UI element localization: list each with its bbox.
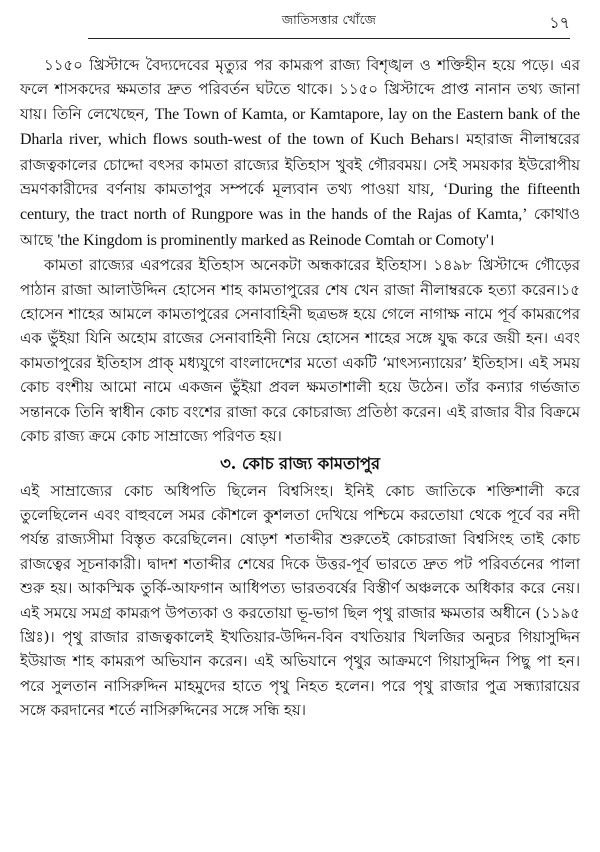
- text-segment: ১১৫০ খ্রিস্টাব্দে বৈদ্যদেবের মৃত্যুর পর কামরূপ রাজ্য বিশৃঙ্খল ও শক্তিহীন হয়ে পড়ে। এর ফলে শাসকদের ক্ষমতার দ্রুত পরিবর্তন ঘটতে থাকে। ১১৫০ খ্রিস্টাব্দে প্রাপ্ত নানান তথ্য জানা যায়। তিনি লেখেছেন,: [20, 56, 580, 123]
- text-segment: ।: [488, 230, 495, 249]
- running-header: [88, 10, 570, 39]
- section-paragraph: এই সাম্রাজ্যের কোচ অধিপতি ছিলেন বিশ্বসিংহ। ইনিই কোচ জাতিকে শক্তিশালী করে তুলেছিলেন এবং বাহুবলে সমর কৌশলে কুশলতা দেখিয়ে পশ্চিমে করতোয়া থেকে পূর্বে বর নদী পর্যন্ত রাজ্যসীমা বিস্তৃত করেছিলেন। ষোড়শ শতাব্দীর শুরুতেই কোচরাজা বিশ্বসিংহ তাই কোচ রাজত্বের সূচনাকারী। দ্বাদশ শতাব্দীর শেষের দিকে উত্তর-পূর্ব ভারতে দ্রুত পট পরিবর্তনের পালা শুরু হয়। আকস্মিক তুর্কি-আফগান আধিপত্য ভারতবর্ষের বিস্তীর্ণ অঞ্চলকে অধিকার করে নেয়। এই সময়ে সমগ্র কামরূপ উপত্যকা ও করতোয়া ভূ-ভাগ ছিল পৃথু রাজার ক্ষমতার অধীনে (১১৯৫ খ্রিঃ)। পৃথু রাজার রাজত্বকালেই ইখতিয়ার-উদ্দিন-বিন বখতিয়ার খিলজির অনুচর গিয়াসুদ্দিন ইউয়াজ শাহ কামরূপ অভিযান করেন। এই অভিযানে পৃথুর আক্রমণে গিয়াসুদ্দিন পিছু পা হন। পরে সুলতান নাসিরুদ্দিন মাহমুদের হাতে পৃথু নিহত হলেন। পরে পৃথু রাজার পুত্র সন্ধ্যারায়ের সঙ্গে করদানের শর্তে নাসিরুদ্দিনের সঙ্গে সন্ধি হয়।: [20, 481, 580, 720]
- english-quote: ‘During the fifteenth century, the tract north of Rungpore was in the hands of the Rajas of Kamta,’: [20, 181, 580, 224]
- text-segment: কামতা রাজ্যের এরপরের ইতিহাস অনেকটা অন্ধকারের ইতিহাস। ১৪৯৮ খ্রিস্টাব্দে গৌড়ের পাঠান রাজা আলাউদ্দিন হোসেন শাহ কামতাপুরের শেষ খেন রাজা নীলাম্বরকে হত্যা করেন।১৫ হোসেন শাহের আমলে কামতাপুরের সেনাবাহিনী ছত্রভঙ্গ হয়ে গেলে নাগাক্ষ নামে পূর্ব কামরূপের এক ভুঁইয়া যিনি অহোম রাজের সেনাবাহিনী নিয়ে হোসেন শাহের সঙ্গে যুদ্ধ করে জয়ী হন। এবং কামতাপুরের ইতিহাস প্রাক্ মধ্যযুগে বাংলাদেশের মতো একটি ‘মাৎস্যন্যায়ের’ ইতিহাস। এই সময় কোচ বংশীয় আমো নামে একজন ভুঁইয়া প্রবল ক্ষমতাশালী হয়ে উঠেন। তাঁর কন্যার গর্ভজাত সন্তানকে তিনি স্বাধীন কোচ বংশের রাজা করে কোচরাজ্য প্রতিষ্ঠা করেন। এই রাজার বীর বিক্রমে কোচ রাজ্য ক্রমে কোচ সাম্রাজ্যে পরিণত হয়।: [20, 256, 580, 446]
- paragraph-1: [20, 53, 580, 253]
- paragraph-2: [20, 253, 580, 448]
- text-segment: । মহারাজ নীলাম্বরের রাজত্বকালের চোদ্দো বৎসর কামতা রাজ্যের ইতিহাস খুবই গৌরবময়। সেই সময়কার ইউরোপীয় ভ্রমণকারীদের বর্ণনায় কামতাপুর সম্পর্কে মূল্যবান তথ্য পাওয়া যায়,: [20, 130, 580, 199]
- section-heading: ৩. কোচ রাজ্য কামতাপুর: [220, 453, 380, 473]
- page-number: ১৭: [549, 13, 570, 32]
- english-quote: The Town of Kamta, or Kamtapore, lay on the Eastern bank of the Dharla river, which flows south-west of the town of Kuch Behars: [20, 105, 581, 149]
- body-text: [20, 53, 580, 723]
- english-quote: 'the Kingdom is prominently marked as Reinode Comtah or Comoty': [57, 231, 489, 249]
- running-title: জাতিসত্তার খোঁজে: [281, 12, 377, 27]
- text-segment: কোথাও আছে: [20, 205, 580, 249]
